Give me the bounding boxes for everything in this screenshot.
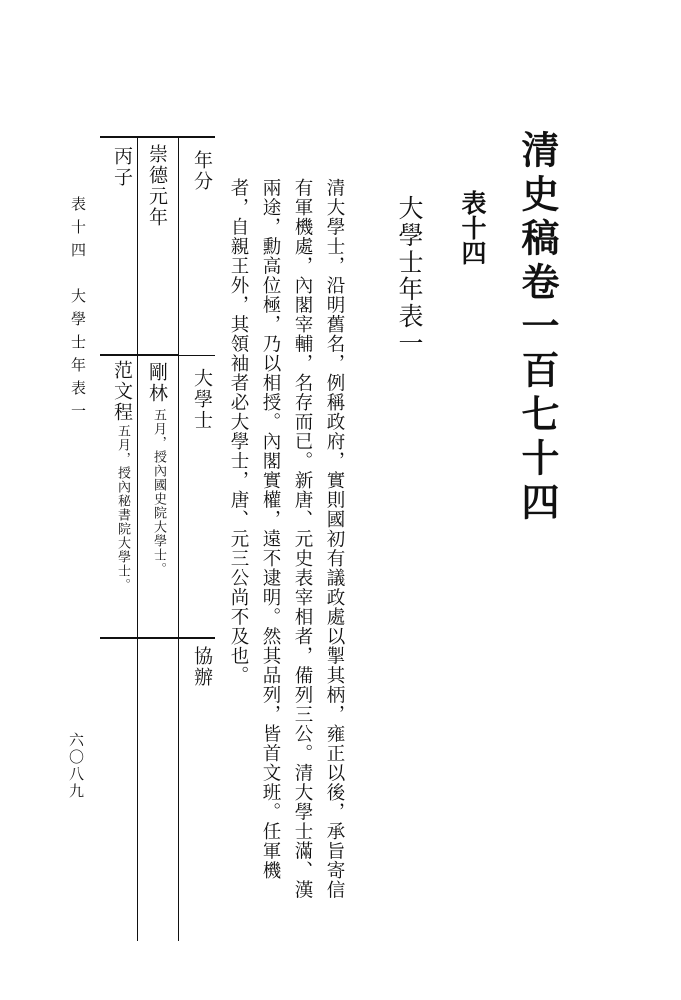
running-head: 表十四 大學士年表一 — [69, 196, 87, 426]
chapter-label: 表十四 — [458, 190, 487, 265]
header-row-rule — [100, 355, 215, 356]
header-assistant: 協辦 — [191, 646, 213, 688]
year-row-rule — [100, 354, 178, 355]
intro-paragraph: 清大學士，沿明舊名，例稱政府，實則國初有議政處以掣其柄，雍正以後，承旨寄信有軍機處，內閣宰輔，名存而已。新唐、元史表宰相者，備列三公。清大學士滿、漢兩途，勳高位極，乃以相授。內閣實權，遠不逮明。然其品列，皆首文班。任軍機者，自親王外，其領袖者必大學士，唐、元三公尚不及也。 — [228, 178, 345, 900]
table-top-rule — [100, 136, 215, 138]
header-grand-secretary: 大學士 — [191, 368, 213, 431]
table-bottom-rule — [100, 637, 215, 639]
secretary-note: 五月，授內國史院大學士。 — [151, 408, 166, 576]
year-ganzhi: 丙子 — [111, 146, 133, 188]
year-era: 崇德元年 — [146, 144, 168, 228]
header-year: 年分 — [191, 150, 213, 192]
book-title: 清史稿卷一百七十四 — [515, 130, 560, 526]
table-name: 大學士年表一 — [395, 195, 424, 357]
column-rule-2 — [137, 137, 138, 941]
page-number: 六〇八九 — [67, 732, 85, 800]
intro-text — [222, 178, 350, 918]
column-rule-1 — [178, 137, 179, 941]
secretary-name: 范文程 — [111, 360, 133, 423]
secretary-note: 五月，授內秘書院大學士。 — [115, 424, 130, 592]
secretary-name: 剛林 — [146, 362, 168, 404]
